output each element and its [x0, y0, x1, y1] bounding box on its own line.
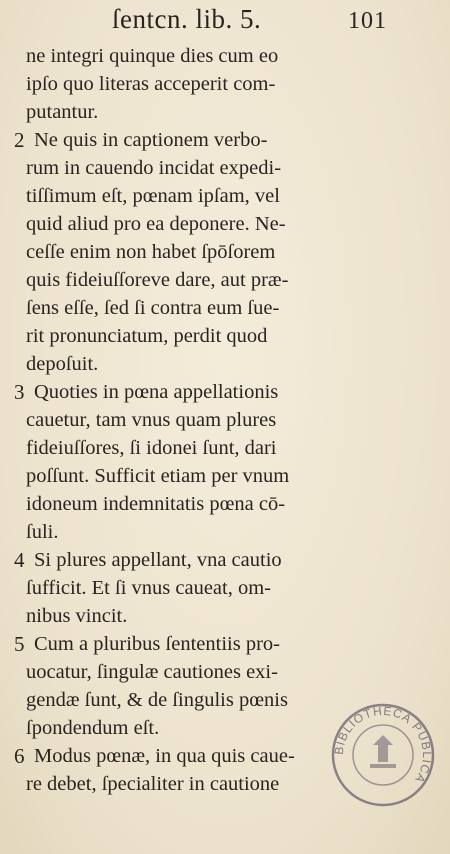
text-line: cauetur, tam vnus quam plures	[26, 409, 277, 431]
text-line: gendæ ſunt, & de ſingulis pœnis	[26, 689, 288, 711]
text-line: Ne quis in captionem verbo-	[34, 129, 268, 151]
text-line: re debet, ſpecialiter in cautione	[26, 773, 280, 795]
text-line: rit pronunciatum, perdit quod	[26, 325, 268, 347]
text-line: Modus pœnæ, in qua quis caue-	[34, 745, 295, 767]
text-line: ſuli.	[26, 521, 59, 543]
text-line: uocatur, ſingulæ cautiones exi-	[26, 661, 278, 683]
text-line: poſſunt. Sufficit etiam per vnum	[26, 465, 290, 487]
page-number: 101	[348, 8, 387, 34]
item-number: 5	[14, 632, 25, 656]
text-line: nibus vincit.	[26, 605, 128, 627]
text-line: Quoties in pœna appellationis	[34, 381, 279, 403]
text-line: ſens eſſe, ſed ſi contra eum ſue-	[26, 297, 280, 319]
text-line: ne integri quinque dies cum eo	[26, 45, 279, 67]
text-line: ſufficit. Et ſi vnus caueat, om-	[26, 577, 271, 599]
item-number: 4	[14, 548, 25, 572]
item-number: 6	[14, 744, 25, 768]
text-line: rum in cauendo incidat expedi-	[26, 157, 282, 179]
text-line: Cum a pluribus ſententiis pro-	[34, 633, 280, 655]
item-number: 2	[14, 128, 25, 152]
text-line: ipſo quo literas acceperit com-	[26, 73, 276, 95]
stamp-text: BIBLIOTHECA PUBLICA	[331, 703, 435, 787]
text-line: putantur.	[26, 101, 99, 123]
library-stamp	[328, 700, 438, 810]
text-line: Si plures appellant, vna cautio	[34, 549, 282, 571]
text-line: quid aliud pro ea deponere. Ne-	[26, 213, 286, 235]
text-line: depoſuit.	[26, 353, 99, 375]
text-line: quis fideiuſſoreve dare, aut præ-	[26, 269, 289, 291]
text-line: idoneum indemnitatis pœna cō-	[26, 493, 286, 515]
text-line: fideiuſſores, ſi idonei ſunt, dari	[26, 437, 277, 459]
page-header	[0, 4, 450, 40]
text-line: ſpondendum eſt.	[26, 717, 160, 739]
running-title: ſentcn. lib. 5.	[112, 4, 262, 34]
item-number: 3	[14, 380, 25, 404]
text-line: tiſſimum eſt, pœnam ipſam, vel	[26, 185, 280, 207]
text-line: ceſſe enim non habet ſpōſorem	[26, 241, 276, 263]
